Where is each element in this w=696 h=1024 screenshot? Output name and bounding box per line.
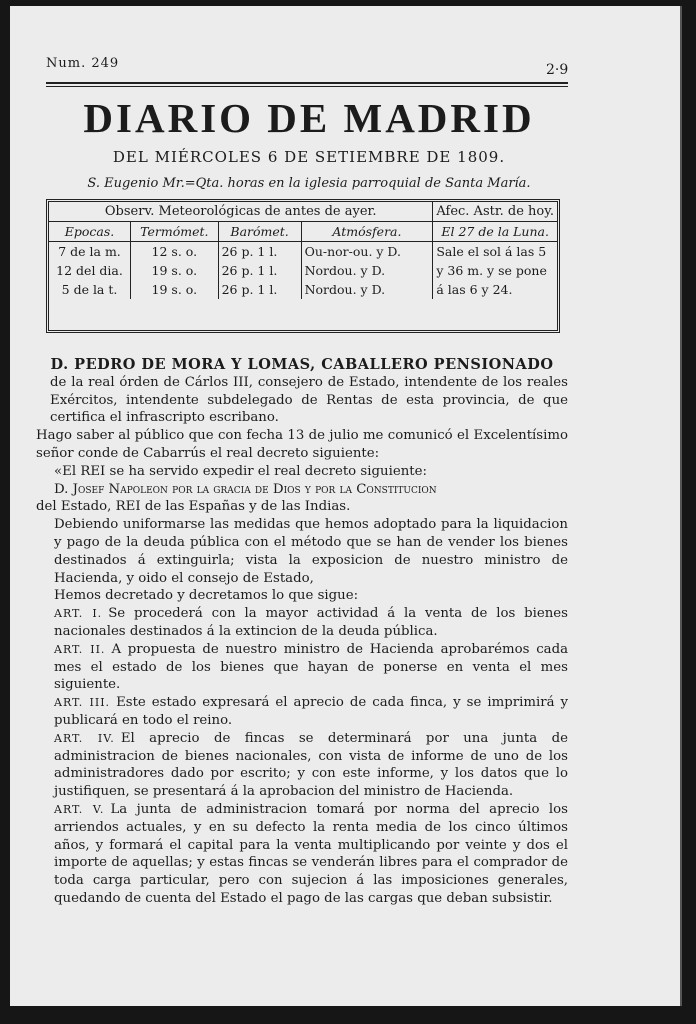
cell-luna: á las 6 y 24. xyxy=(436,282,513,297)
article-label: ART. II. xyxy=(54,642,106,656)
col-termometro: Termómet. xyxy=(131,222,219,242)
cell-atmosfera: Ou-nor-ou. y D. xyxy=(301,242,433,262)
cell-epoca: 7 de la m. xyxy=(49,242,131,262)
cell-atmosfera: Nordou. y D. xyxy=(301,280,433,299)
cell-epoca: 5 de la t. xyxy=(49,280,131,299)
cell-barometro: 26 p. 1 l. xyxy=(218,261,301,280)
page-folio: 2·9 xyxy=(546,62,569,78)
weather-table xyxy=(46,199,560,333)
top-rule-2 xyxy=(46,86,568,87)
newspaper-page xyxy=(10,6,682,1006)
article-4 xyxy=(36,730,568,801)
dateline: DEL MIÉRCOLES 6 DE SETIEMBRE DE 1809. xyxy=(112,148,506,166)
astro-header: Afec. Astr. de hoy. xyxy=(433,202,557,222)
paragraph: Hemos decretado y decretamos lo que sigue: xyxy=(54,588,359,604)
cell-atmosfera: Nordou. y D. xyxy=(301,261,433,280)
col-barometro: Barómet. xyxy=(218,222,301,242)
article-label: ART. III. xyxy=(54,696,111,710)
article-text: Este estado expresará el aprecio de cada finca, y se imprimirá y publicará en todo el reino. xyxy=(54,695,569,728)
article-body xyxy=(36,356,568,908)
article-label: ART. IV. xyxy=(54,731,115,745)
article-text: A propuesta de nuestro ministro de Hacienda aprobarémos cada mes el estado de los bienes que hayan de ponerse en venta el mes siguiente. xyxy=(54,641,569,693)
article-text: El aprecio de fincas se determinará por una junta de administracion de bienes nacionales, con vista de informe de uno de los administradores dado por escrito; y con este informe, y los datos que lo justifiquen, se presentará á la aprobacion del ministro de Hacienda. xyxy=(54,730,569,800)
cell-termometro: 19 s. o. xyxy=(131,261,219,280)
obs-header: Observ. Meteorológicas de antes de ayer. xyxy=(49,202,433,222)
king-title: D. Josef Napoleon por la gracia de Dios y por la Constitucion xyxy=(54,481,437,497)
article-5 xyxy=(36,801,568,908)
col-epocas: Epocas. xyxy=(49,222,131,242)
cell-barometro: 26 p. 1 l. xyxy=(218,242,301,262)
paragraph: Hago saber al público que con fecha 13 de julio me comunicó el Excelentísimo señor conde de Cabarrús el real decreto siguiente: xyxy=(36,428,568,461)
article-label: ART. V. xyxy=(54,802,105,816)
article-2 xyxy=(36,641,568,694)
cell-barometro: 26 p. 1 l. xyxy=(218,280,301,299)
article-1 xyxy=(36,605,568,641)
paragraph: «El REI se ha servido expedir el real decreto siguiente: xyxy=(54,463,427,479)
article-heading: D. PEDRO DE MORA Y LOMAS, CABALLERO PENSIONADO xyxy=(50,356,554,373)
masthead-title: DIARIO DE MADRID xyxy=(83,95,535,141)
saint-line: S. Eugenio Mr.=Qta. horas en la iglesia parroquial de Santa María. xyxy=(87,176,531,191)
paragraph: del Estado, REI de las Españas y de las Indias. xyxy=(36,499,351,515)
article-label: ART. I. xyxy=(54,607,103,621)
article-text: La junta de administracion tomará por norma del aprecio los arriendos actuales, y en su defecto la renta media de los cinco últimos años, y formará el capital para la venta multiplicando por veinte y dos el importe de aquellas; y estas fincas se venderán libres para el comprador de toda carga particular, pero con sujecion á las imposiciones generales, quedando de cuenta del Estado el pago de las cargas que deban subsistir. xyxy=(54,801,568,906)
table-row xyxy=(49,261,557,280)
table-row xyxy=(49,280,557,299)
col-atmosfera: Atmósfera. xyxy=(301,222,433,242)
cell-luna: Sale el sol á las 5 xyxy=(436,244,547,259)
table-row xyxy=(49,242,557,262)
cell-termometro: 19 s. o. xyxy=(131,280,219,299)
paragraph: de la real órden de Cárlos III, consejero de Estado, intendente de los reales Exércitos, intendente subdelegado de Rentas de esta provincia, de que certifica el infrascripto escribano. xyxy=(50,374,568,426)
article-3 xyxy=(36,694,568,730)
cell-epoca: 12 del dia. xyxy=(49,261,131,280)
article-text: Se procederá con la mayor actividad á la venta de los bienes nacionales destinados á la extincion de la deuda pública. xyxy=(54,606,568,639)
cell-luna: y 36 m. y se pone xyxy=(436,263,547,278)
paragraph: Debiendo uniformarse las medidas que hemos adoptado para la liquidacion y pago de la deuda pública con el método que se han de vender los bienes destinados á extinguirla; vista la exposicion de nuestro ministro de Hacienda, y oido el consejo de Estado, xyxy=(54,517,568,586)
issue-number: Num. 249 xyxy=(46,56,120,71)
top-rule-1 xyxy=(46,82,568,84)
cell-termometro: 12 s. o. xyxy=(131,242,219,262)
col-luna: El 27 de la Luna. xyxy=(433,222,557,242)
paragraph xyxy=(36,481,568,499)
